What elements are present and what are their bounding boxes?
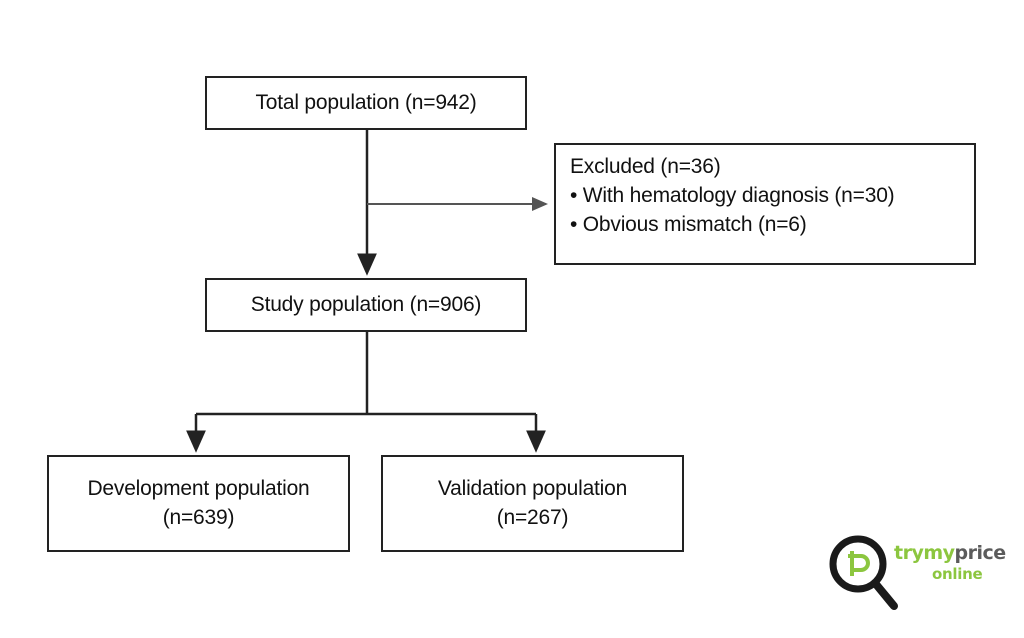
watermark-try: try (894, 542, 924, 564)
node-line: Excluded (n=36) (570, 155, 721, 178)
watermark-logo (828, 534, 1006, 626)
node-line: Study population (n=906) (250, 292, 482, 316)
node-line: Development population (87, 476, 310, 500)
node-development-population (47, 455, 350, 552)
node-line: (n=267) (496, 505, 569, 529)
watermark-online: online (932, 565, 983, 583)
node-study-population (205, 278, 527, 332)
watermark-my: my (923, 542, 955, 564)
node-validation-population (381, 455, 684, 552)
node-line: • With hematology diagnosis (n=30) (570, 183, 895, 207)
node-line: Total population (n=942) (255, 90, 477, 114)
watermark-text (894, 544, 1006, 564)
node-line: Validation population (437, 476, 628, 500)
node-line: (n=639) (162, 505, 235, 529)
watermark-price: price (954, 542, 1006, 564)
node-excluded (554, 143, 976, 265)
node-line: • Obvious mismatch (n=6) (570, 212, 807, 236)
node-total-population (205, 76, 527, 130)
